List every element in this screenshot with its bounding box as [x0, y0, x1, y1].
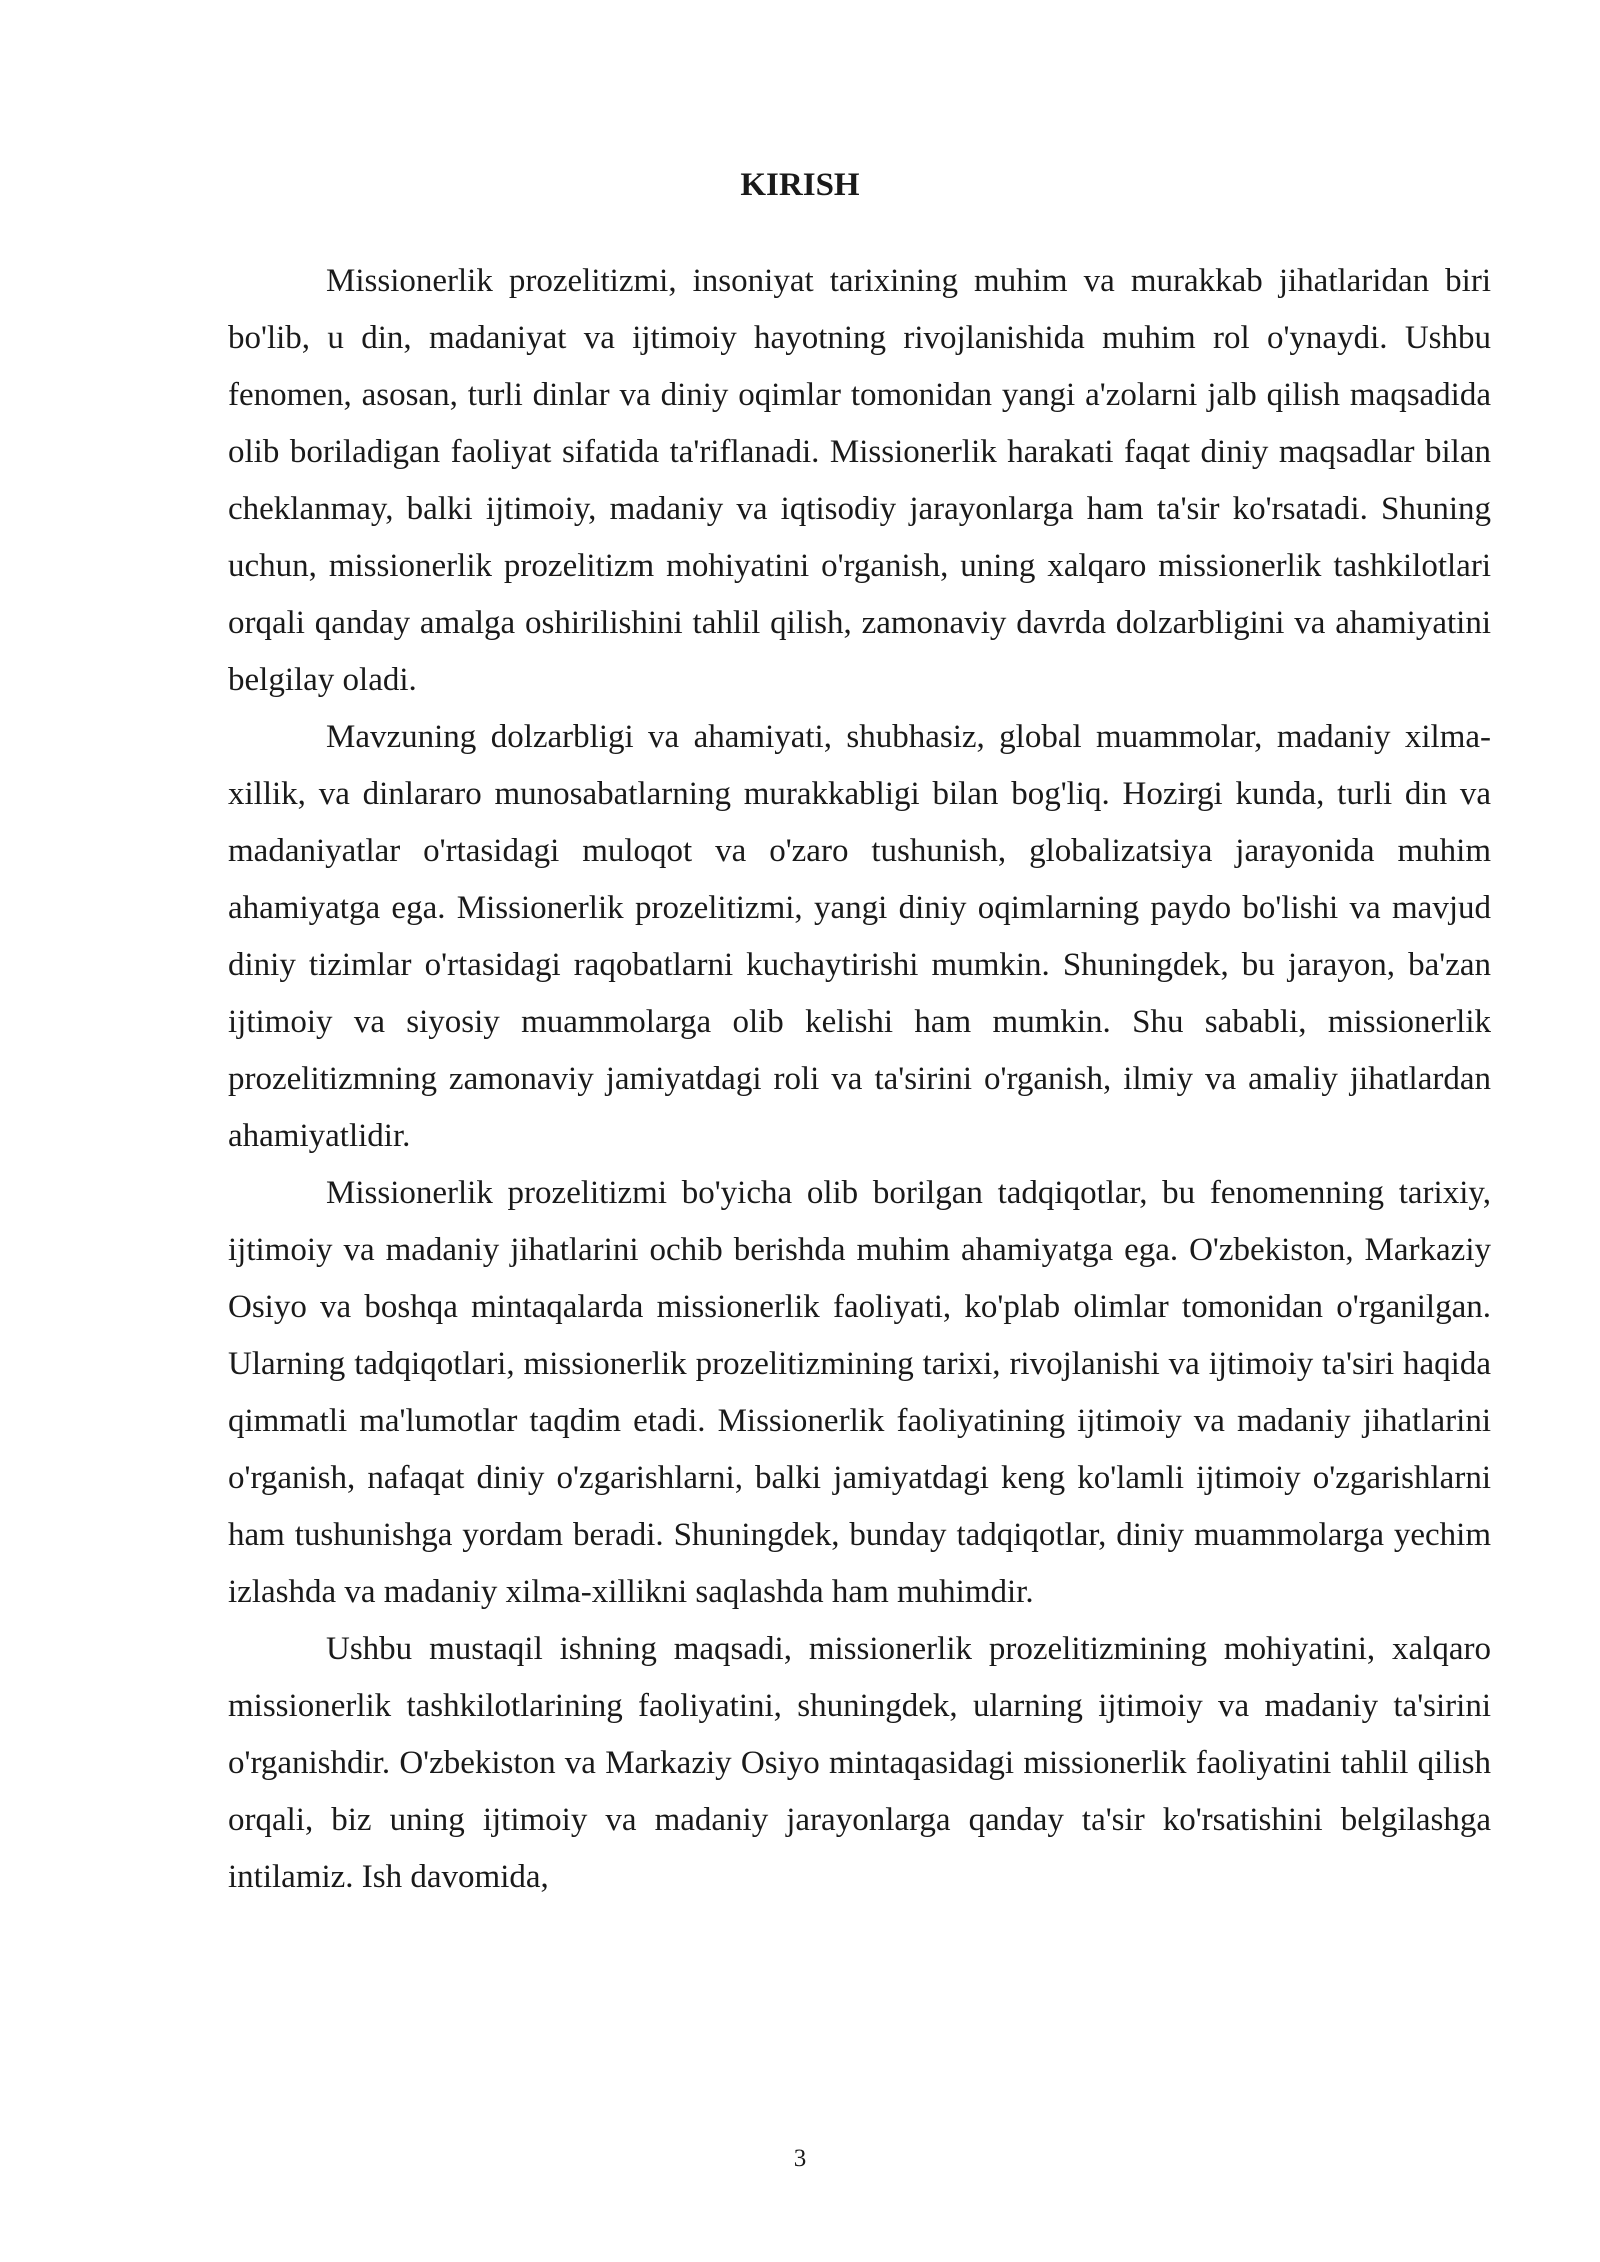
- paragraph-3: Missionerlik prozelitizmi bo'yicha olib borilgan tadqiqotlar, bu fenomenning tarixiy, ijtimoiy va madaniy jihatlarini ochib berishda muhim ahamiyatga ega. O'zbekiston, Markaziy Osiyo va boshqa mintaqalarda missionerlik faoliyati, ko'plab olimlar tomonidan o'rganilgan. Ularning tadqiqotlari, missionerlik prozelitizmining tarixi, rivojlanishi va ijtimoiy ta'siri haqida qimmatli ma'lumotlar taqdim etadi. Missionerlik faoliyatining ijtimoiy va madaniy jihatlarini o'rganish, nafaqat diniy o'zgarishlarni, balki jamiyatdagi keng ko'lamli ijtimoiy o'zgarishlarni ham tushunishga yordam beradi. Shuningdek, bunday tadqiqotlar, diniy muammolarga yechim izlashda va madaniy xilma-xillikni saqlashda ham muhimdir.: [228, 1175, 1491, 1610]
- page-number: 3: [793, 2145, 807, 2172]
- page-title: KIRISH: [740, 167, 860, 203]
- body-text: [228, 253, 1491, 1906]
- paragraph-2: Mavzuning dolzarbligi va ahamiyati, shubhasiz, global muammolar, madaniy xilma-xillik, va dinlararo munosabatlarning murakkabligi bilan bog'liq. Hozirgi kunda, turli din va madaniyatlar o'rtasidagi muloqot va o'zaro tushunish, globalizatsiya jarayonida muhim ahamiyatga ega. Missionerlik prozelitizmi, yangi diniy oqimlarning paydo bo'lishi va mavjud diniy tizimlar o'rtasidagi raqobatlarni kuchaytirishi mumkin. Shuningdek, bu jarayon, ba'zan ijtimoiy va siyosiy muammolarga olib kelishi ham mumkin. Shu sababli, missionerlik prozelitizmning zamonaviy jamiyatdagi roli va ta'sirini o'rganish, ilmiy va amaliy jihatlardan ahamiyatlidir.: [228, 719, 1491, 1154]
- paragraph-4: Ushbu mustaqil ishning maqsadi, missionerlik prozelitizmining mohiyatini, xalqaro missionerlik tashkilotlarining faoliyatini, shuningdek, ularning ijtimoiy va madaniy ta'sirini o'rganishdir. O'zbekiston va Markaziy Osiyo mintaqasidagi missionerlik faoliyatini tahlil qilish orqali, biz uning ijtimoiy va madaniy jarayonlarga qanday ta'sir ko'rsatishini belgilashga intilamiz. Ish davomida,: [228, 1631, 1491, 1895]
- paragraph-1: Missionerlik prozelitizmi, insoniyat tarixining muhim va murakkab jihatlaridan biri bo'lib, u din, madaniyat va ijtimoiy hayotning rivojlanishida muhim rol o'ynaydi. Ushbu fenomen, asosan, turli dinlar va diniy oqimlar tomonidan yangi a'zolarni jalb qilish maqsadida olib boriladigan faoliyat sifatida ta'riflanadi. Missionerlik harakati faqat diniy maqsadlar bilan cheklanmay, balki ijtimoiy, madaniy va iqtisodiy jarayonlarga ham ta'sir ko'rsatadi. Shuning uchun, missionerlik prozelitizm mohiyatini o'rganish, uning xalqaro missionerlik tashkilotlari orqali qanday amalga oshirilishini tahlil qilish, zamonaviy davrda dolzarbligini va ahamiyatini belgilay oladi.: [228, 263, 1491, 698]
